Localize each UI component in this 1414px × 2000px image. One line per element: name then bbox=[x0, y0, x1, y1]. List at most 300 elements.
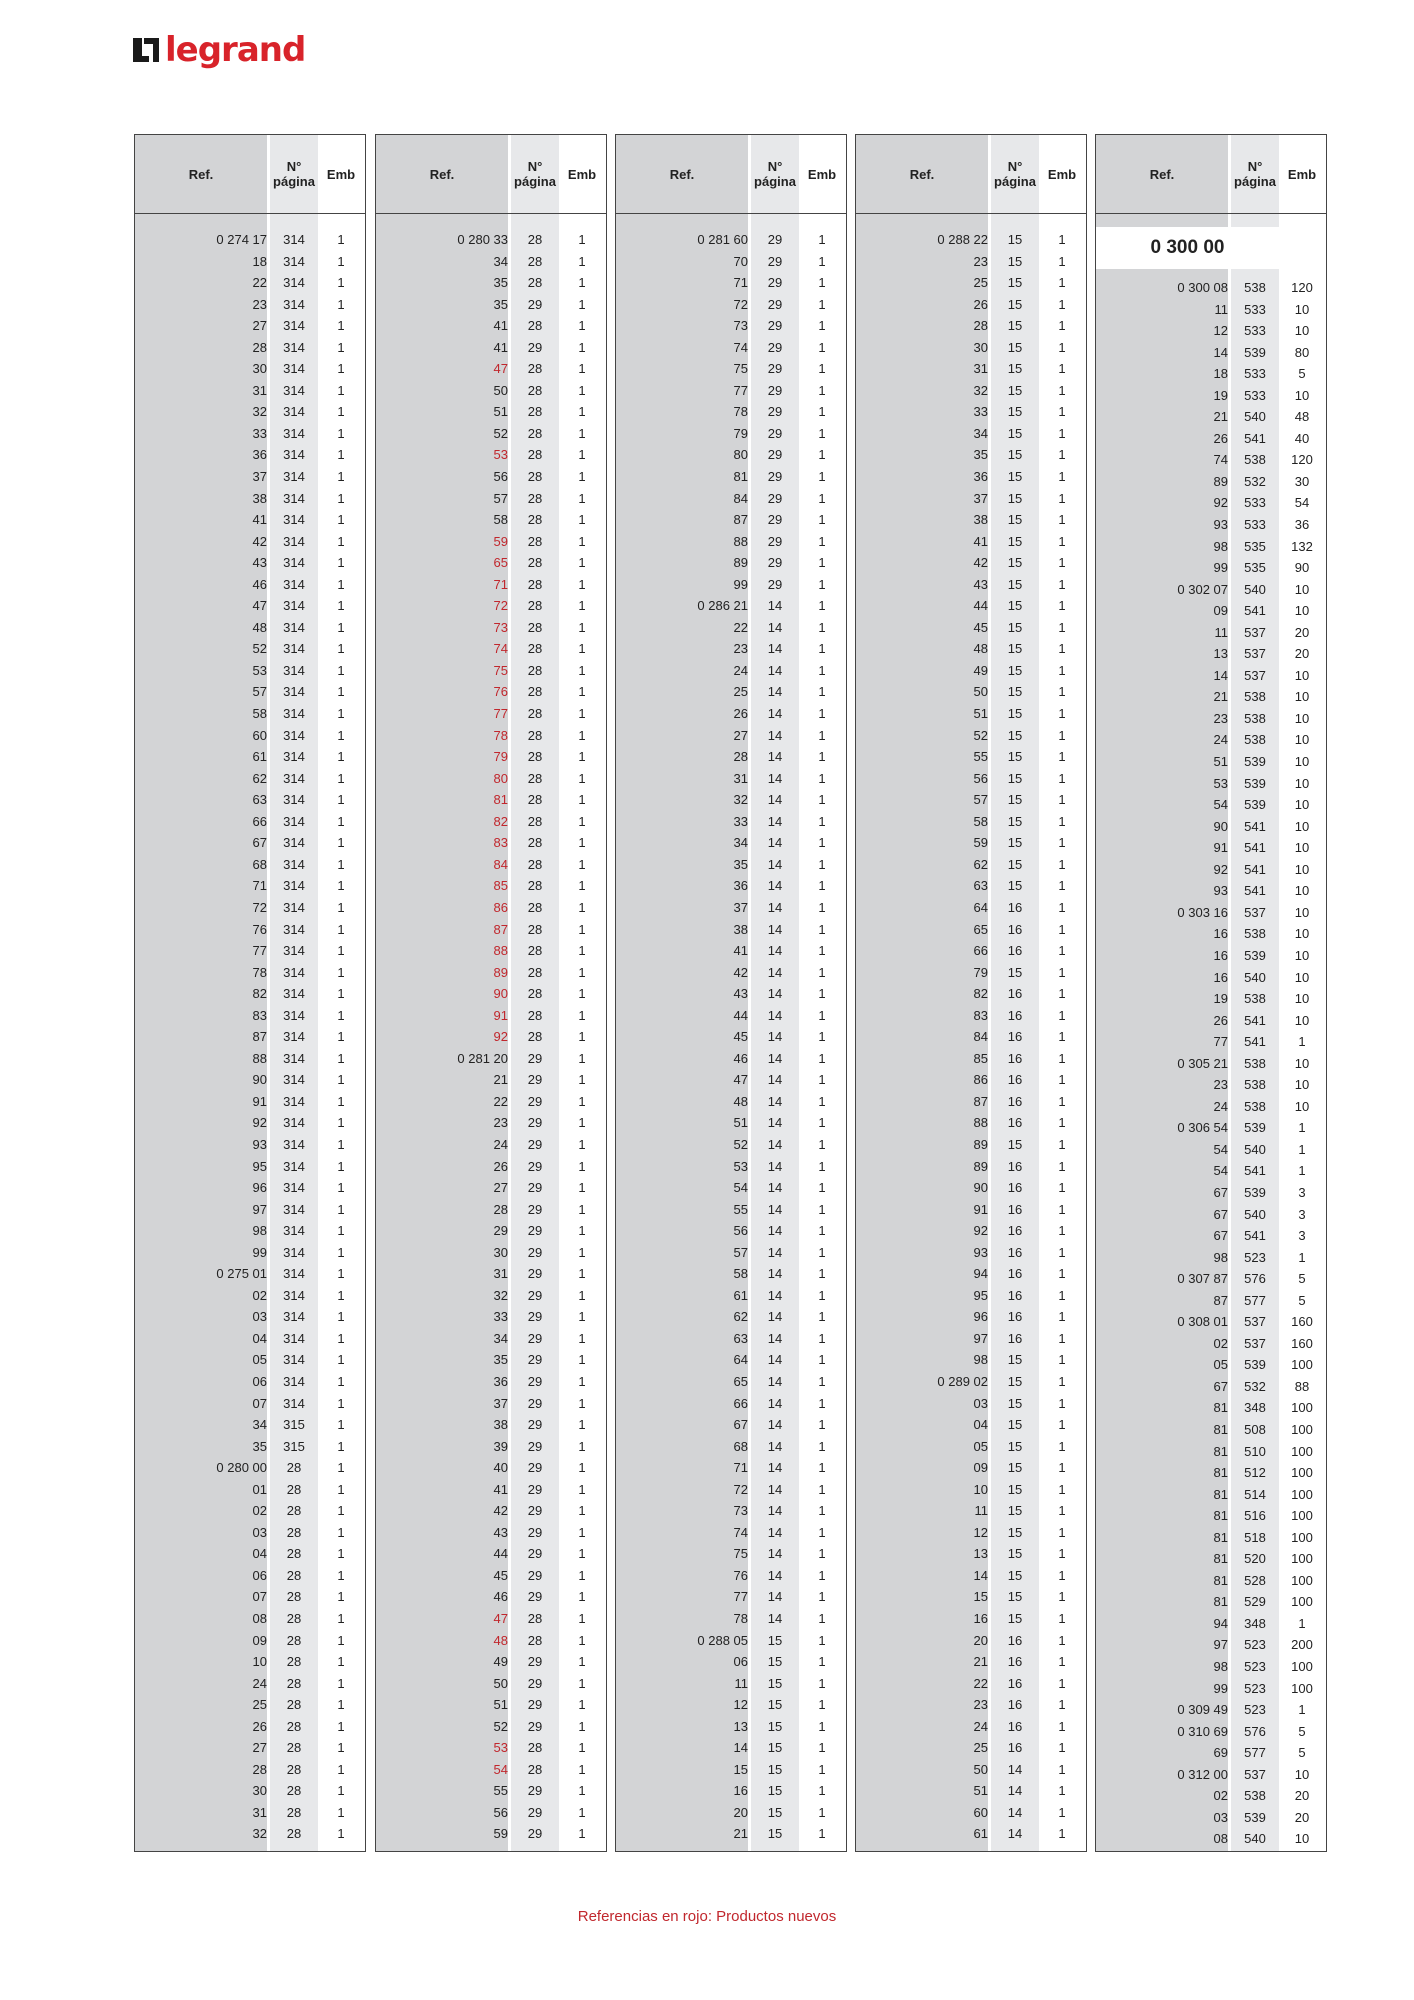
page-cell: 314 bbox=[283, 1050, 305, 1066]
header-page-top: N° bbox=[286, 159, 302, 174]
ref-cell: 33 bbox=[973, 404, 988, 420]
table-row bbox=[376, 1371, 606, 1393]
emb-cell: 10 bbox=[1294, 947, 1310, 963]
emb-cell: 1 bbox=[337, 1632, 345, 1648]
page-cell: 576 bbox=[1244, 1723, 1266, 1739]
emb-cell: 1 bbox=[337, 878, 345, 894]
emb-cell: 1 bbox=[818, 619, 826, 635]
table-row bbox=[376, 1630, 606, 1652]
ref-cell: 92 bbox=[1213, 861, 1228, 877]
table-row bbox=[1096, 342, 1326, 364]
ref-cell: 47 bbox=[493, 1611, 508, 1626]
page-cell: 28 bbox=[286, 1675, 302, 1691]
emb-cell: 10 bbox=[1294, 689, 1310, 705]
page-cell: 15 bbox=[1007, 964, 1023, 980]
table-row bbox=[616, 811, 846, 833]
page-cell: 314 bbox=[283, 899, 305, 915]
table-row bbox=[616, 488, 846, 510]
ref-cell: 06 bbox=[733, 1654, 748, 1670]
table-row bbox=[856, 1285, 1086, 1307]
ref-cell: 30 bbox=[973, 339, 988, 355]
emb-cell: 1 bbox=[818, 1611, 826, 1626]
emb-cell: 1 bbox=[337, 490, 345, 506]
page-cell: 29 bbox=[527, 1589, 543, 1605]
header-page-top: N° bbox=[767, 159, 783, 174]
emb-cell: 1 bbox=[1058, 1180, 1066, 1196]
table-row bbox=[856, 1177, 1086, 1199]
table-row bbox=[1096, 665, 1326, 687]
emb-cell: 1 bbox=[1058, 1158, 1066, 1174]
ref-cell: 99 bbox=[1213, 1680, 1228, 1696]
page-cell: 16 bbox=[1007, 1244, 1023, 1260]
page-cell: 28 bbox=[527, 361, 543, 377]
ref-cell: 75 bbox=[733, 361, 748, 377]
ref-cell: 34 bbox=[973, 425, 988, 441]
ref-cell: 58 bbox=[252, 706, 267, 722]
ref-cell: 0 289 02 bbox=[937, 1373, 988, 1389]
header-page-bottom: página bbox=[754, 174, 796, 189]
page-cell: 538 bbox=[1244, 710, 1266, 726]
page-cell: 29 bbox=[767, 361, 783, 377]
table-row bbox=[616, 1543, 846, 1565]
emb-cell: 1 bbox=[578, 835, 586, 851]
ref-cell: 62 bbox=[252, 770, 267, 786]
page-cell: 577 bbox=[1244, 1292, 1266, 1308]
page-cell: 314 bbox=[283, 555, 305, 571]
ref-cell: 89 bbox=[973, 1136, 988, 1152]
emb-cell: 1 bbox=[1058, 232, 1066, 247]
table-row bbox=[1096, 643, 1326, 665]
ref-cell: 12 bbox=[973, 1524, 988, 1540]
table-row bbox=[135, 1091, 365, 1113]
ref-cell: 37 bbox=[252, 469, 267, 485]
emb-cell: 1 bbox=[578, 706, 586, 722]
page-cell: 15 bbox=[1007, 1460, 1023, 1476]
emb-cell: 100 bbox=[1291, 1486, 1313, 1502]
table-row bbox=[1096, 536, 1326, 558]
emb-cell: 1 bbox=[818, 1460, 826, 1476]
ref-cell: 93 bbox=[973, 1244, 988, 1260]
footer-note: Referencias en rojo: Productos nuevos bbox=[577, 1908, 837, 1925]
page-cell: 16 bbox=[1007, 1158, 1023, 1174]
ref-cell: 41 bbox=[973, 533, 988, 549]
table-row bbox=[1096, 428, 1326, 450]
ref-cell: 27 bbox=[493, 1180, 508, 1196]
table-row bbox=[135, 983, 365, 1005]
table-row bbox=[856, 1802, 1086, 1824]
ref-cell: 43 bbox=[252, 555, 267, 571]
emb-cell: 1 bbox=[1058, 856, 1066, 872]
page-cell: 14 bbox=[767, 1330, 783, 1346]
page-cell: 29 bbox=[527, 1373, 543, 1389]
ref-cell: 86 bbox=[493, 899, 508, 915]
table-row bbox=[376, 1802, 606, 1824]
ref-cell: 23 bbox=[493, 1115, 508, 1131]
table-row bbox=[856, 1263, 1086, 1285]
table-row bbox=[616, 1263, 846, 1285]
page-cell: 28 bbox=[286, 1546, 302, 1562]
table-row bbox=[376, 315, 606, 337]
page-cell: 15 bbox=[1007, 296, 1023, 312]
table-row bbox=[616, 1091, 846, 1113]
emb-cell: 1 bbox=[337, 1373, 345, 1389]
table-row bbox=[616, 1026, 846, 1048]
ref-cell: 48 bbox=[973, 641, 988, 657]
ref-cell: 09 bbox=[973, 1460, 988, 1476]
page-cell: 314 bbox=[283, 490, 305, 506]
emb-cell: 1 bbox=[1058, 533, 1066, 549]
page-cell: 16 bbox=[1007, 921, 1023, 937]
page-cell: 28 bbox=[527, 835, 543, 851]
emb-cell: 1 bbox=[578, 447, 586, 463]
table-panel bbox=[1095, 134, 1327, 1852]
table-row bbox=[856, 832, 1086, 854]
table-row bbox=[135, 358, 365, 380]
emb-cell: 1 bbox=[818, 296, 826, 312]
ref-cell: 82 bbox=[493, 813, 508, 829]
table-row bbox=[135, 875, 365, 897]
emb-cell: 10 bbox=[1294, 1831, 1310, 1847]
ref-cell: 20 bbox=[733, 1804, 748, 1820]
page-cell: 314 bbox=[283, 447, 305, 463]
ref-cell: 03 bbox=[252, 1524, 267, 1540]
page-cell: 314 bbox=[283, 813, 305, 829]
emb-cell: 1 bbox=[578, 1395, 586, 1411]
emb-cell: 1 bbox=[578, 1007, 586, 1023]
ref-cell: 74 bbox=[733, 1524, 748, 1540]
table-row bbox=[376, 444, 606, 466]
emb-cell: 1 bbox=[818, 490, 826, 506]
page-cell: 314 bbox=[283, 770, 305, 786]
table-row bbox=[856, 1371, 1086, 1393]
table-row bbox=[616, 272, 846, 294]
ref-cell: 22 bbox=[493, 1093, 508, 1109]
table-row bbox=[135, 1134, 365, 1156]
page-cell: 29 bbox=[767, 382, 783, 398]
emb-cell: 10 bbox=[1294, 1012, 1310, 1028]
ref-cell: 31 bbox=[252, 1804, 267, 1820]
table-row bbox=[376, 1005, 606, 1027]
emb-cell: 1 bbox=[578, 1481, 586, 1497]
table-row bbox=[1096, 1742, 1326, 1764]
page-cell: 29 bbox=[767, 447, 783, 463]
table-row bbox=[376, 1112, 606, 1134]
table-row bbox=[376, 337, 606, 359]
page-cell: 14 bbox=[767, 1007, 783, 1023]
page-cell: 29 bbox=[527, 1804, 543, 1820]
page-cell: 314 bbox=[283, 835, 305, 851]
ref-cell: 27 bbox=[252, 1740, 267, 1756]
emb-cell: 1 bbox=[578, 1244, 586, 1260]
emb-cell: 1 bbox=[1058, 1481, 1066, 1497]
page-cell: 28 bbox=[286, 1761, 302, 1777]
table-row bbox=[135, 1780, 365, 1802]
emb-cell: 1 bbox=[818, 1589, 826, 1605]
ref-cell: 16 bbox=[1213, 947, 1228, 963]
ref-cell: 10 bbox=[252, 1654, 267, 1670]
page-cell: 14 bbox=[767, 706, 783, 722]
emb-cell: 3 bbox=[1298, 1206, 1306, 1222]
table-row bbox=[135, 768, 365, 790]
page-cell: 538 bbox=[1244, 732, 1266, 748]
table-row bbox=[1096, 1462, 1326, 1484]
page-cell: 15 bbox=[1007, 813, 1023, 829]
table-row bbox=[856, 1608, 1086, 1630]
table-row bbox=[856, 962, 1086, 984]
emb-cell: 1 bbox=[1058, 1115, 1066, 1131]
header-page bbox=[751, 135, 799, 213]
ref-cell: 49 bbox=[973, 662, 988, 678]
table-row bbox=[135, 1543, 365, 1565]
emb-cell: 1 bbox=[337, 1761, 345, 1777]
page-cell: 314 bbox=[283, 296, 305, 312]
ref-cell: 57 bbox=[252, 684, 267, 700]
ref-cell: 23 bbox=[1213, 1077, 1228, 1093]
page-cell: 538 bbox=[1244, 452, 1266, 468]
ref-cell: 85 bbox=[493, 878, 508, 894]
ref-cell: 43 bbox=[733, 986, 748, 1002]
ref-cell: 65 bbox=[973, 921, 988, 937]
ref-cell: 81 bbox=[733, 469, 748, 485]
emb-cell: 1 bbox=[1058, 899, 1066, 915]
table-row bbox=[616, 1349, 846, 1371]
table-row bbox=[376, 1457, 606, 1479]
emb-cell: 1 bbox=[818, 318, 826, 334]
ref-cell: 99 bbox=[733, 576, 748, 592]
ref-cell: 48 bbox=[493, 1632, 508, 1648]
ref-cell: 71 bbox=[252, 878, 267, 894]
emb-cell: 1 bbox=[578, 1158, 586, 1174]
emb-cell: 1 bbox=[818, 555, 826, 571]
page-cell: 15 bbox=[1007, 619, 1023, 635]
page-cell: 576 bbox=[1244, 1271, 1266, 1287]
page-cell: 314 bbox=[283, 749, 305, 765]
emb-cell: 1 bbox=[578, 1072, 586, 1088]
emb-cell: 1 bbox=[1058, 706, 1066, 722]
emb-cell: 1 bbox=[1058, 1438, 1066, 1454]
table-row bbox=[376, 875, 606, 897]
page-cell: 15 bbox=[1007, 1546, 1023, 1562]
table-row bbox=[856, 768, 1086, 790]
page-cell: 29 bbox=[527, 339, 543, 355]
emb-cell: 1 bbox=[818, 1287, 826, 1303]
page-cell: 16 bbox=[1007, 986, 1023, 1002]
emb-cell: 1 bbox=[578, 1654, 586, 1670]
table-row bbox=[135, 1220, 365, 1242]
emb-cell: 1 bbox=[818, 641, 826, 657]
page-cell: 29 bbox=[527, 1697, 543, 1713]
table-row bbox=[856, 531, 1086, 553]
table-row bbox=[135, 1263, 365, 1285]
page-cell: 29 bbox=[527, 1567, 543, 1583]
page-cell: 314 bbox=[283, 512, 305, 528]
page-cell: 15 bbox=[1007, 447, 1023, 463]
emb-cell: 1 bbox=[578, 1718, 586, 1734]
ref-cell: 0 288 22 bbox=[937, 232, 988, 247]
ref-cell: 98 bbox=[252, 1223, 267, 1239]
ref-cell: 21 bbox=[1213, 409, 1228, 425]
ref-cell: 52 bbox=[973, 727, 988, 743]
page-cell: 314 bbox=[283, 533, 305, 549]
table-row bbox=[376, 251, 606, 273]
table-row bbox=[376, 768, 606, 790]
ref-cell: 72 bbox=[733, 296, 748, 312]
table-row bbox=[376, 1673, 606, 1695]
table-row bbox=[616, 1479, 846, 1501]
table-row bbox=[135, 229, 365, 251]
emb-cell: 20 bbox=[1294, 1809, 1310, 1825]
page-cell: 314 bbox=[283, 253, 305, 269]
table-row bbox=[856, 1242, 1086, 1264]
table-row bbox=[856, 1328, 1086, 1350]
ref-cell: 88 bbox=[493, 943, 508, 959]
table-row bbox=[1096, 363, 1326, 385]
header-ref: Ref. bbox=[1149, 166, 1175, 182]
emb-cell: 1 bbox=[337, 1524, 345, 1540]
table-row bbox=[856, 638, 1086, 660]
table-row bbox=[856, 1436, 1086, 1458]
page-cell: 541 bbox=[1244, 840, 1266, 856]
ref-cell: 47 bbox=[252, 598, 267, 614]
page-cell: 16 bbox=[1007, 1072, 1023, 1088]
table-row bbox=[856, 1048, 1086, 1070]
ref-cell: 70 bbox=[733, 253, 748, 269]
emb-cell: 1 bbox=[337, 598, 345, 614]
page-cell: 29 bbox=[527, 1158, 543, 1174]
emb-cell: 1 bbox=[337, 1481, 345, 1497]
table-row bbox=[616, 1306, 846, 1328]
table-row bbox=[376, 272, 606, 294]
header-emb: Emb bbox=[807, 166, 837, 182]
table-row bbox=[616, 1522, 846, 1544]
table-row bbox=[1096, 773, 1326, 795]
emb-cell: 1 bbox=[337, 813, 345, 829]
table-row bbox=[616, 466, 846, 488]
page-cell: 535 bbox=[1244, 538, 1266, 554]
table-row bbox=[616, 703, 846, 725]
emb-cell: 1 bbox=[818, 856, 826, 872]
page-cell: 16 bbox=[1007, 1654, 1023, 1670]
emb-cell: 100 bbox=[1291, 1357, 1313, 1373]
page-cell: 29 bbox=[527, 1093, 543, 1109]
ref-cell: 26 bbox=[252, 1718, 267, 1734]
table-row bbox=[1096, 1419, 1326, 1441]
emb-cell: 1 bbox=[1298, 1702, 1306, 1718]
page-cell: 540 bbox=[1244, 1831, 1266, 1847]
page-cell: 516 bbox=[1244, 1508, 1266, 1524]
table-row bbox=[616, 1651, 846, 1673]
emb-cell: 1 bbox=[1058, 598, 1066, 614]
emb-cell: 1 bbox=[337, 1654, 345, 1670]
ref-cell: 0 306 54 bbox=[1177, 1120, 1228, 1136]
emb-cell: 88 bbox=[1294, 1378, 1310, 1394]
emb-cell: 1 bbox=[578, 425, 586, 441]
table-row bbox=[1096, 988, 1326, 1010]
page-cell: 15 bbox=[1007, 404, 1023, 420]
page-cell: 29 bbox=[527, 1072, 543, 1088]
page-cell: 314 bbox=[283, 275, 305, 291]
emb-cell: 1 bbox=[337, 1438, 345, 1454]
ref-cell: 68 bbox=[733, 1438, 748, 1454]
page-cell: 16 bbox=[1007, 1180, 1023, 1196]
page-cell: 14 bbox=[767, 1589, 783, 1605]
table-row bbox=[616, 380, 846, 402]
page-cell: 14 bbox=[767, 899, 783, 915]
page-cell: 15 bbox=[767, 1632, 783, 1648]
ref-cell: 14 bbox=[1213, 667, 1228, 683]
table-row bbox=[135, 1565, 365, 1587]
page-cell: 28 bbox=[527, 533, 543, 549]
emb-cell: 1 bbox=[337, 1330, 345, 1346]
emb-cell: 1 bbox=[337, 619, 345, 635]
ref-cell: 80 bbox=[733, 447, 748, 463]
ref-cell: 88 bbox=[973, 1115, 988, 1131]
table-row bbox=[1096, 1268, 1326, 1290]
emb-cell: 80 bbox=[1294, 344, 1310, 360]
table-row bbox=[376, 1048, 606, 1070]
ref-cell: 02 bbox=[1213, 1335, 1228, 1351]
table-row bbox=[1096, 579, 1326, 601]
page-cell: 14 bbox=[1007, 1826, 1023, 1842]
table-row bbox=[376, 1522, 606, 1544]
emb-cell: 1 bbox=[337, 835, 345, 851]
page-cell: 529 bbox=[1244, 1594, 1266, 1610]
table-row bbox=[616, 1759, 846, 1781]
ref-cell: 95 bbox=[973, 1287, 988, 1303]
page-cell: 14 bbox=[767, 641, 783, 657]
page-cell: 28 bbox=[527, 792, 543, 808]
table-row bbox=[856, 229, 1086, 251]
table-row bbox=[856, 1479, 1086, 1501]
ref-cell: 41 bbox=[733, 943, 748, 959]
emb-cell: 1 bbox=[818, 1783, 826, 1799]
table-row bbox=[135, 660, 365, 682]
table-row bbox=[616, 423, 846, 445]
emb-cell: 1 bbox=[818, 835, 826, 851]
emb-cell: 100 bbox=[1291, 1508, 1313, 1524]
emb-cell: 10 bbox=[1294, 969, 1310, 985]
ref-cell: 03 bbox=[252, 1309, 267, 1325]
emb-cell: 10 bbox=[1294, 667, 1310, 683]
ref-cell: 11 bbox=[1214, 301, 1228, 317]
emb-cell: 1 bbox=[818, 1417, 826, 1433]
page-cell: 29 bbox=[527, 1783, 543, 1799]
page-cell: 28 bbox=[527, 619, 543, 635]
page-cell: 28 bbox=[527, 382, 543, 398]
emb-cell: 1 bbox=[337, 964, 345, 980]
table-row bbox=[135, 789, 365, 811]
page-cell: 314 bbox=[283, 964, 305, 980]
emb-cell: 1 bbox=[337, 856, 345, 872]
ref-cell: 16 bbox=[973, 1611, 988, 1626]
page-cell: 15 bbox=[1007, 576, 1023, 592]
page-cell: 540 bbox=[1244, 1206, 1266, 1222]
page-cell: 28 bbox=[286, 1503, 302, 1519]
emb-cell: 1 bbox=[818, 232, 826, 247]
ref-cell: 22 bbox=[973, 1675, 988, 1691]
ref-cell: 78 bbox=[733, 404, 748, 420]
emb-cell: 1 bbox=[1058, 555, 1066, 571]
ref-cell: 94 bbox=[973, 1266, 988, 1282]
page-cell: 348 bbox=[1244, 1615, 1266, 1631]
page-cell: 314 bbox=[283, 921, 305, 937]
ref-cell: 16 bbox=[1213, 926, 1228, 942]
table-row bbox=[376, 1737, 606, 1759]
page-cell: 14 bbox=[767, 835, 783, 851]
ref-cell: 30 bbox=[252, 1783, 267, 1799]
page-cell: 533 bbox=[1244, 301, 1266, 317]
ref-cell: 64 bbox=[973, 899, 988, 915]
